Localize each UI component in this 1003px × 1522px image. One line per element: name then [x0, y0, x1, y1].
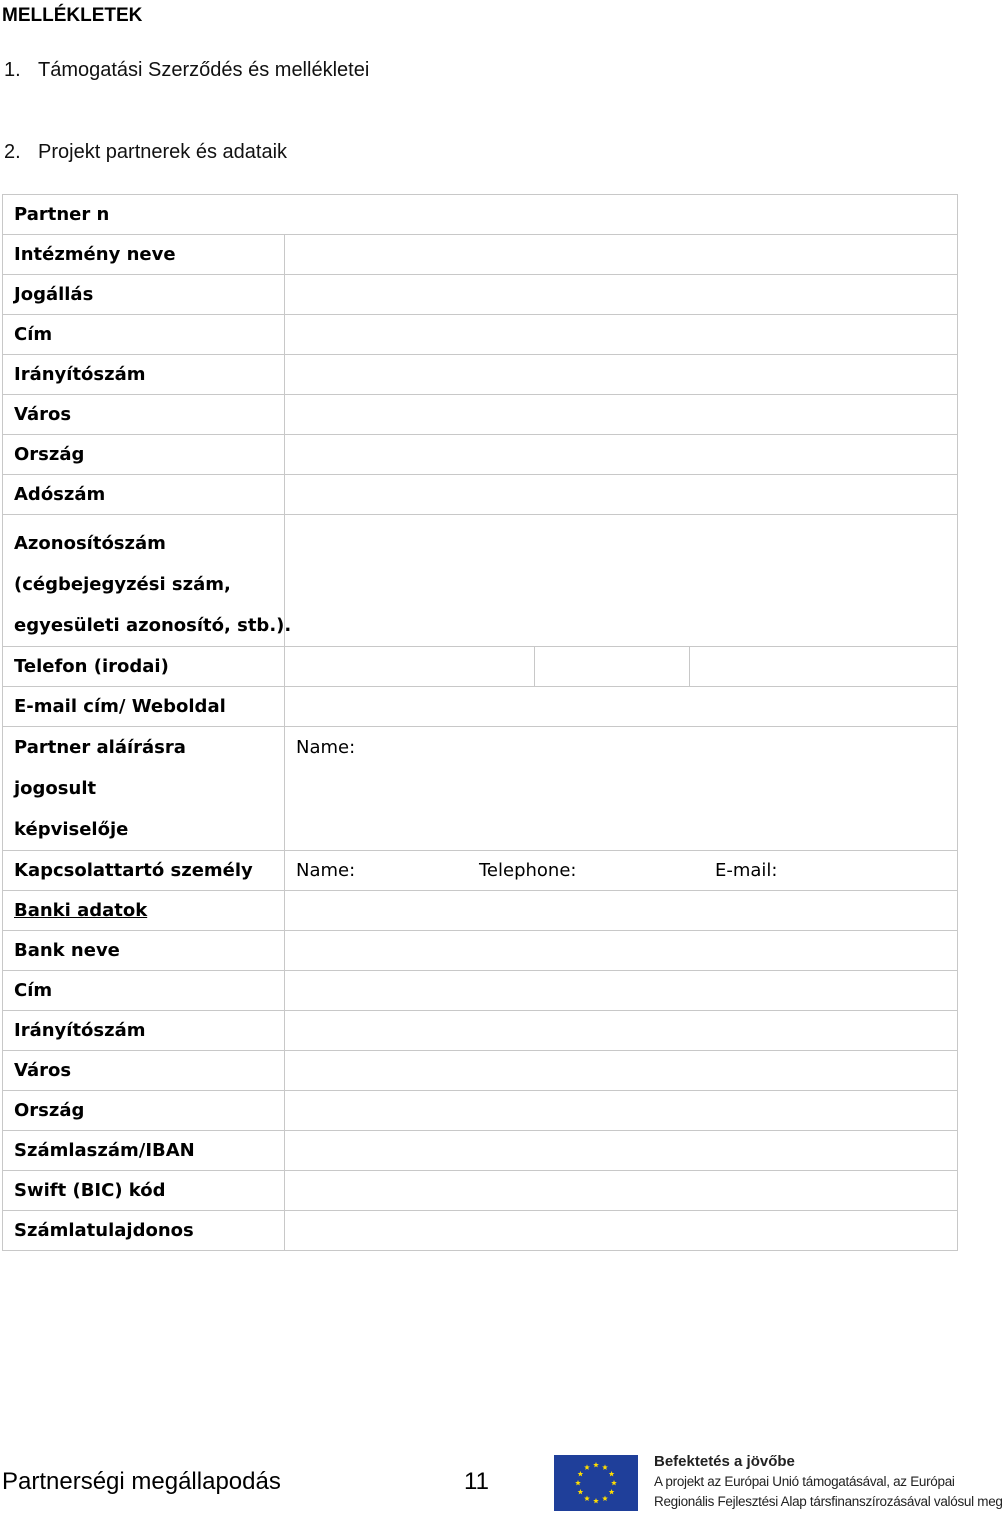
field-label: Számlaszám/IBAN: [3, 1131, 285, 1171]
table-row: [3, 1011, 958, 1051]
table-row: [3, 395, 958, 435]
eu-flag-icon: [554, 1455, 638, 1511]
table-row: [3, 647, 958, 687]
institution-name-field[interactable]: [285, 235, 958, 275]
list-number: 1.: [4, 59, 21, 81]
address-field[interactable]: [285, 315, 958, 355]
signatory-label: [3, 727, 285, 851]
phone-field-3[interactable]: [690, 647, 958, 687]
iban-field[interactable]: [285, 1131, 958, 1171]
phone-field-2[interactable]: [535, 647, 690, 687]
contact-person-field[interactable]: [285, 851, 958, 891]
field-label: Ország: [3, 1091, 285, 1131]
contact-name-label: Name:: [296, 860, 356, 881]
contact-phone-label: Telephone:: [479, 860, 577, 881]
table-row: [3, 931, 958, 971]
email-web-field[interactable]: [285, 687, 958, 727]
bank-city-field[interactable]: [285, 1051, 958, 1091]
empty-cell: [285, 891, 958, 931]
signatory-line: képviselője: [14, 819, 129, 840]
table-row: [3, 315, 958, 355]
postal-code-field[interactable]: [285, 355, 958, 395]
list-text: Támogatási Szerződés és mellékletei: [38, 59, 370, 81]
table-row: [3, 971, 958, 1011]
phone-field-1[interactable]: [285, 647, 535, 687]
eu-flag-svg: [554, 1455, 638, 1511]
contact-row: [296, 860, 946, 881]
table-row: [3, 1051, 958, 1091]
field-label: Telefon (irodai): [3, 647, 285, 687]
page-heading: MELLÉKLETEK: [2, 5, 143, 26]
id-number-line: Azonosítószám: [14, 533, 166, 554]
list-item-contract: [4, 59, 369, 82]
contact-email-label: E-mail:: [715, 860, 778, 881]
bank-header: Banki adatok: [14, 900, 148, 921]
bank-name-field[interactable]: [285, 931, 958, 971]
list-number: 2.: [4, 141, 21, 163]
bank-header-cell: [3, 891, 285, 931]
tax-number-field[interactable]: [285, 475, 958, 515]
field-label: Adószám: [3, 475, 285, 515]
page-number: 11: [464, 1468, 489, 1495]
id-number-line: (cégbejegyzési szám,: [14, 574, 231, 595]
footer-title: Partnerségi megállapodás: [2, 1468, 281, 1495]
table-row: [3, 1211, 958, 1251]
signatory-name-label: Name:: [296, 737, 356, 758]
swift-field[interactable]: [285, 1171, 958, 1211]
legal-status-field[interactable]: [285, 275, 958, 315]
field-label: E-mail cím/ Weboldal: [3, 687, 285, 727]
table-row: [3, 891, 958, 931]
table-row: [3, 275, 958, 315]
table-row: [3, 435, 958, 475]
field-label: Jogállás: [3, 275, 285, 315]
account-holder-field[interactable]: [285, 1211, 958, 1251]
id-number-line: egyesületi azonosító, stb.).: [14, 615, 292, 636]
signatory-line: Partner aláírásra jogosult: [14, 737, 186, 799]
id-number-label: [3, 515, 292, 647]
table-row: [3, 727, 958, 851]
field-label: Számlatulajdonos: [3, 1211, 285, 1251]
table-row: [3, 1171, 958, 1211]
table-row: [3, 355, 958, 395]
field-label: Cím: [3, 315, 285, 355]
slogan-title: Befektetés a jövőbe: [654, 1453, 795, 1470]
bank-address-field[interactable]: [285, 971, 958, 1011]
slogan-line: A projekt az Európai Unió támogatásával, az Európai: [654, 1474, 955, 1489]
field-label: Bank neve: [3, 931, 285, 971]
bank-postal-code-field[interactable]: [285, 1011, 958, 1051]
field-label: Swift (BIC) kód: [3, 1171, 285, 1211]
table-row: [3, 851, 958, 891]
country-field[interactable]: [285, 435, 958, 475]
bank-country-field[interactable]: [285, 1091, 958, 1131]
contact-label: Kapcsolattartó személy: [3, 851, 285, 891]
list-item-partners: [4, 141, 287, 164]
table-row: [3, 1091, 958, 1131]
field-label: Ország: [3, 435, 285, 475]
city-field[interactable]: [285, 395, 958, 435]
field-label: Irányítószám: [3, 1011, 285, 1051]
field-label: Város: [3, 395, 285, 435]
field-label: Város: [3, 1051, 285, 1091]
table-row: [3, 235, 958, 275]
slogan-line: Regionális Fejlesztési Alap társfinanszírozásával valósul meg: [654, 1494, 1003, 1509]
table-row: [3, 1131, 958, 1171]
id-number-field[interactable]: [285, 515, 958, 647]
field-label: Intézmény neve: [3, 235, 285, 275]
list-text: Projekt partnerek és adataik: [38, 141, 288, 163]
field-label: Cím: [3, 971, 285, 1011]
signatory-name-field[interactable]: [285, 727, 958, 851]
partner-header-cell: Partner n: [3, 195, 958, 235]
table-row: [3, 195, 958, 235]
table-row: [3, 515, 958, 647]
partner-data-table: [2, 194, 958, 1251]
table-row: [3, 687, 958, 727]
eu-slogan: [654, 1452, 1003, 1512]
field-label: Irányítószám: [3, 355, 285, 395]
table-row: [3, 475, 958, 515]
